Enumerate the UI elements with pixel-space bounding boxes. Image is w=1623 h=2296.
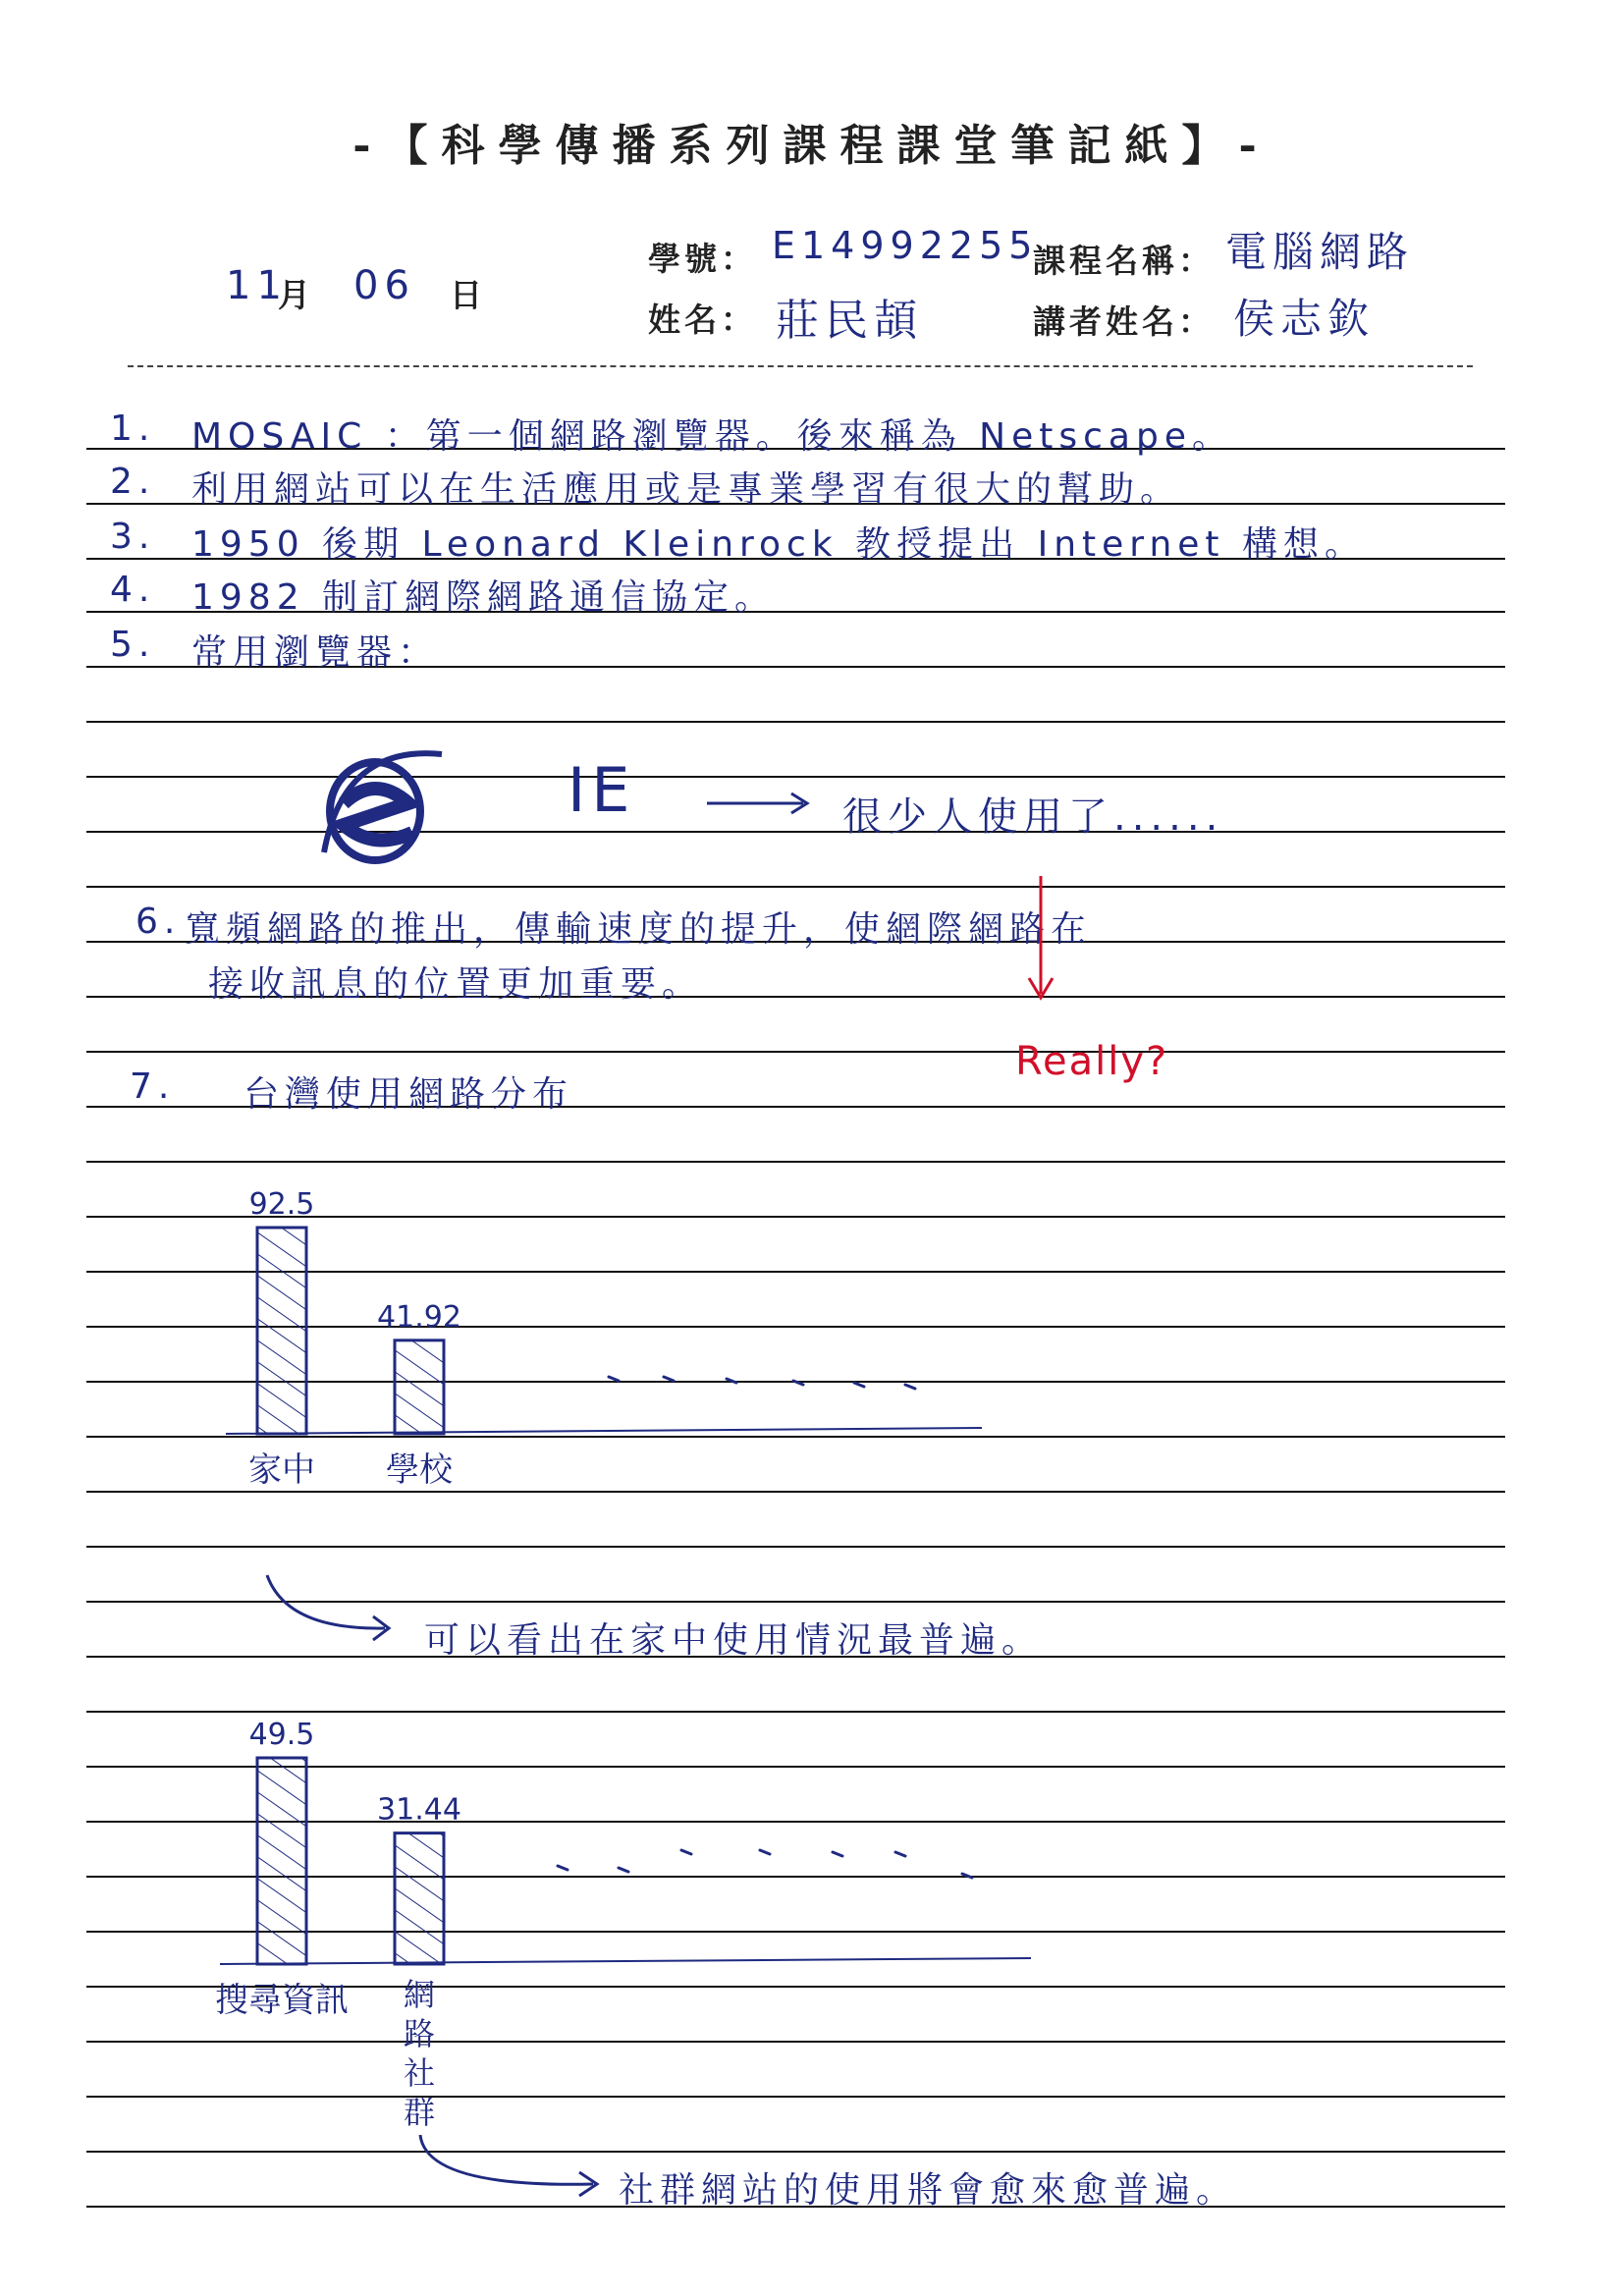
note-line-1 [0, 403, 1623, 457]
ellipsis-mark [895, 1852, 905, 1856]
ellipsis-mark [558, 1866, 568, 1870]
sheet-title: -【科學傳播系列課程課堂筆記紙】- [352, 121, 1271, 171]
category-label-char: 網 [403, 1976, 436, 2013]
category-label: 家中 [248, 1450, 315, 1490]
bar-chart-activity [196, 1685, 1080, 2176]
ellipsis-mark [760, 1850, 770, 1854]
student-name: 莊民頡 [776, 296, 923, 346]
bar-0 [257, 1228, 306, 1434]
ruled-line [86, 776, 1505, 778]
bar-value-label: 92.5 [248, 1187, 315, 1222]
curved-arrow-icon [257, 1571, 405, 1650]
note-text: MOSAIC ：第一個網路瀏覽器。後來稱為 Netscape。 [191, 416, 1233, 457]
curved-arrow-icon [416, 2129, 613, 2208]
ellipsis-mark [962, 1874, 972, 1878]
ellipsis-mark [833, 1852, 842, 1856]
bar-chart-location [196, 1169, 1080, 1532]
date-month-label: 月 [278, 276, 314, 314]
date-day: 06 [353, 263, 415, 308]
ruled-line [86, 721, 1505, 723]
ruled-line [86, 1161, 1505, 1163]
chart-1-conclusion: 可以看出在家中使用情況最普遍。 [424, 1620, 1044, 1661]
chart-2-conclusion: 社群網站的使用將會愈來愈普遍。 [619, 2170, 1238, 2211]
note-7-number: 7. [130, 1066, 176, 1107]
category-label-char: 群 [403, 2094, 436, 2131]
note-number: 3. [110, 517, 156, 557]
note-6-number: 6. [135, 902, 182, 942]
ruled-line [86, 1051, 1505, 1053]
note-number: 1. [110, 409, 156, 449]
ruled-line [86, 831, 1505, 833]
x-axis-line [226, 1428, 982, 1434]
ellipsis-mark [609, 1377, 619, 1381]
bar-1 [395, 1833, 444, 1964]
ellipsis-mark [727, 1379, 736, 1383]
note-text: 利用網站可以在生活應用或是專業學習有很大的幫助。 [191, 469, 1182, 510]
bar-1 [395, 1340, 444, 1434]
ruled-line [86, 1546, 1505, 1548]
bar-value-label: 49.5 [248, 1718, 315, 1752]
ellipsis-mark [619, 1868, 628, 1872]
bar-value-label: 41.92 [377, 1299, 461, 1335]
note-text: 常用瀏覽器： [191, 632, 440, 673]
note-number: 5. [110, 625, 156, 665]
note-line-5 [0, 619, 1623, 673]
course-label: 課程名稱： [1033, 242, 1215, 280]
date-day-label: 日 [450, 276, 486, 314]
note-6-line-2: 接收訊息的位置更加重要。 [208, 964, 704, 1005]
speaker-name: 侯志欽 [1233, 295, 1376, 343]
bar-value-label: 31.44 [377, 1792, 461, 1828]
speaker-label: 講者姓名： [1033, 302, 1215, 341]
note-7-text: 台灣使用網路分布 [243, 1074, 574, 1115]
note-number: 2. [110, 462, 156, 502]
student-id: E14992255 [772, 224, 1039, 267]
arrow-down-icon [1021, 872, 1060, 1010]
header-divider [128, 365, 1473, 367]
category-label-char: 路 [403, 2015, 436, 2052]
note-line-4 [0, 564, 1623, 618]
note-line-2 [0, 456, 1623, 510]
category-label-char: 社 [403, 2054, 436, 2092]
note-text: 1982 制訂網際網路通信協定。 [191, 577, 777, 618]
note-text: 1950 後期 Leonard Kleinrock 教授提出 Internet 構想。 [191, 524, 1366, 565]
ellipsis-mark [793, 1381, 803, 1385]
name-label: 姓名： [648, 301, 757, 339]
ellipsis-mark [854, 1383, 864, 1387]
note-line-3 [0, 511, 1623, 565]
category-label: 學校 [386, 1450, 453, 1490]
note-6-line-1: 寬頻網路的推出，傳輸速度的提升，使網際網路在 [185, 909, 1093, 950]
ruled-line [86, 886, 1505, 888]
margin-comment: Really? [1015, 1039, 1169, 1084]
browser-ie-comment: 很少人使用了...... [842, 794, 1224, 840]
course-name: 電腦網路 [1225, 228, 1415, 276]
ellipsis-mark [664, 1377, 674, 1381]
browser-ie-label: IE [568, 754, 636, 826]
ie-logo-icon [314, 735, 452, 872]
student-id-label: 學號： [648, 240, 757, 278]
ellipsis-mark [905, 1385, 915, 1389]
date-month: 11 [226, 263, 288, 308]
bar-0 [257, 1758, 306, 1964]
category-label: 搜尋資訊 [215, 1981, 349, 2020]
arrow-right-icon [705, 786, 813, 815]
x-axis-line [220, 1958, 1031, 1964]
ellipsis-mark [681, 1850, 691, 1854]
note-number: 4. [110, 570, 156, 610]
